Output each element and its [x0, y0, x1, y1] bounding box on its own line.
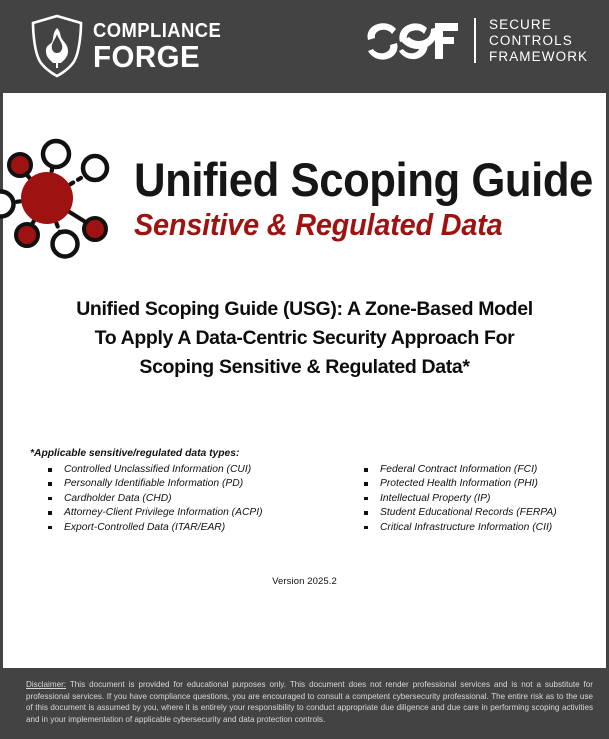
network-hub-nodes-icon	[0, 134, 122, 264]
complianceforge-word-line2: FORGE	[93, 38, 201, 74]
hero-title: Unified Scoping Guide	[133, 153, 593, 206]
disclaimer-paragraph	[26, 679, 593, 725]
page-header-band	[0, 0, 609, 93]
list-item: Critical Infrastructure Information (CII)	[346, 521, 578, 535]
scf-monogram-icon	[365, 18, 461, 64]
applicable-data-types	[30, 447, 579, 535]
hero-subtitle: Sensitive & Regulated Data	[133, 207, 503, 242]
scf-word-line1: SECURE	[489, 17, 552, 32]
list-item: Cardholder Data (CHD)	[30, 492, 304, 506]
scf-logo-divider	[474, 18, 476, 63]
data-types-list-right	[346, 463, 578, 535]
scf-word-line2: CONTROLS	[489, 33, 573, 48]
disclaimer-text: This document is provided for educational purposes only. This document does not render professional services and is not a substitute for professional services. If you have compliance questions, you are encouraged to consult a competent cybersecurity professional. The entire risk as to the use of this document is assumed by you, where it is entirely your responsibility to conduct appropriate due diligence and due care in performing scoping activities and in your implementation of applicable cybersecurity and data protection controls.	[26, 680, 593, 724]
document-subtitle-line1: Unified Scoping Guide (USG): A Zone-Based Model	[76, 298, 533, 320]
list-item: Student Educational Records (FERPA)	[346, 506, 578, 520]
complianceforge-word-line1: COMPLIANCE	[93, 19, 222, 42]
data-types-list-left	[30, 463, 304, 535]
applicable-data-types-label: *Applicable sensitive/regulated data types:	[30, 448, 240, 459]
document-subtitle	[0, 295, 609, 382]
complianceforge-logo	[30, 14, 232, 78]
list-item: Controlled Unclassified Information (CUI)	[30, 463, 304, 477]
version-label: Version 2025.2	[272, 576, 337, 587]
applicable-data-types-columns	[30, 463, 579, 535]
list-item: Export-Controlled Data (ITAR/EAR)	[30, 521, 304, 535]
scf-wordmark	[489, 17, 588, 64]
hero-banner	[0, 134, 609, 264]
data-types-column-right	[304, 463, 578, 535]
document-subtitle-line2: To Apply A Data-Centric Security Approach For	[94, 327, 515, 349]
page-footer-band	[0, 668, 609, 739]
list-item: Protected Health Information (PHI)	[346, 477, 578, 491]
disclaimer-label: Disclaimer:	[26, 680, 67, 689]
scf-logo	[365, 17, 588, 64]
complianceforge-wordmark	[93, 21, 232, 72]
shield-flame-icon	[30, 14, 84, 78]
list-item: Attorney-Client Privilege Information (ACPI)	[30, 506, 304, 520]
list-item: Federal Contract Information (FCI)	[346, 463, 578, 477]
document-subtitle-line3: Scoping Sensitive & Regulated Data*	[139, 356, 470, 378]
list-item: Intellectual Property (IP)	[346, 492, 578, 506]
scf-word-line3: FRAMEWORK	[489, 49, 589, 64]
list-item: Personally Identifiable Information (PD)	[30, 477, 304, 491]
data-types-column-left	[30, 463, 304, 535]
hero-text	[134, 154, 609, 244]
